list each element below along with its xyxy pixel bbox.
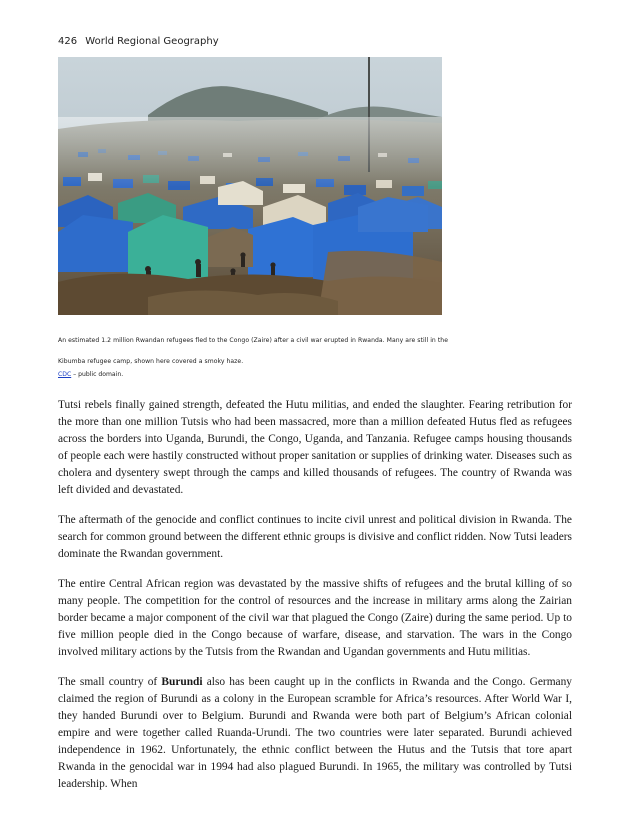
paragraph-4 [58,674,572,793]
page-number: 426 [58,36,78,47]
figure-credit [58,371,123,378]
paragraph-3: The entire Central African region was devastated by the massive shifts of refugees and the brutal killing of so many people. The competition for the control of resources and the increase in military arms along the Zairian border became a major component of the civil war that plagued the Congo (Zaire) during the same period. Up to five million people died in the Congo because of warfare, disease, and starvation. The wars in the Congo involved military actions by the Tutsis from the Rwandan and Ugandan governments and Hutu militias. [58,578,572,658]
paragraph-4-start: The small country of [58,676,162,688]
credit-link[interactable]: CDC [58,371,72,378]
paragraph-2: The aftermath of the genocide and conflict continues to incite civil unrest and political division in Rwanda. The search for common ground between the different ethnic groups is divisive and conflict ridden. Now Tutsi leaders dominate the Rwandan government. [58,514,572,560]
paragraph-1: Tutsi rebels finally gained strength, defeated the Hutu militias, and ended the slaughter. Fearing retribution for the more than one million Tutsis who had been massacred, more than a million defeated Hutus fled as refugees across the borders into Uganda, Burundi, the Congo, Uganda, and Tanzania. Refugee camps housing thousands of people each were hastily constructed without proper sanitation or supplies of drinking water. Diseases such as cholera and dysentery swept through the camps and killed thousands of refugees. The country of Rwanda was left divided and devastated. [58,399,572,496]
credit-text: – public domain. [71,371,124,378]
paragraph-4-rest: also has been caught up in the conflicts in Rwanda and the Congo. Germany claimed the region of Burundi as a colony in the European scramble for Africa’s resources. After World War I, they handed Burundi over to Belgium. Burundi and Rwanda were both part of Belgium’s African colonial empire and were together called Ruanda-Urundi. The two countries were later separated. Burundi achieved independence in 1962. Unfortunately, the ethnic conflict between the Hutus and the Tutsis that tore apart Rwanda in the genocidal war in 1994 had also plagued Burundi. In 1965, the military was controlled by Tutsi leadership. When [58,676,572,790]
refugee-camp-photo [58,57,442,315]
figure-caption: An estimated 1.2 million Rwandan refugees fled to the Congo (Zaire) after a civil war erupted in Rwanda. Many are still in the Kibumba refugee camp, shown here covered a smoky haze. [58,337,448,365]
body-text [58,397,572,806]
running-header [58,36,219,47]
book-title: World Regional Geography [85,36,219,47]
burundi-term: Burundi [161,676,203,688]
